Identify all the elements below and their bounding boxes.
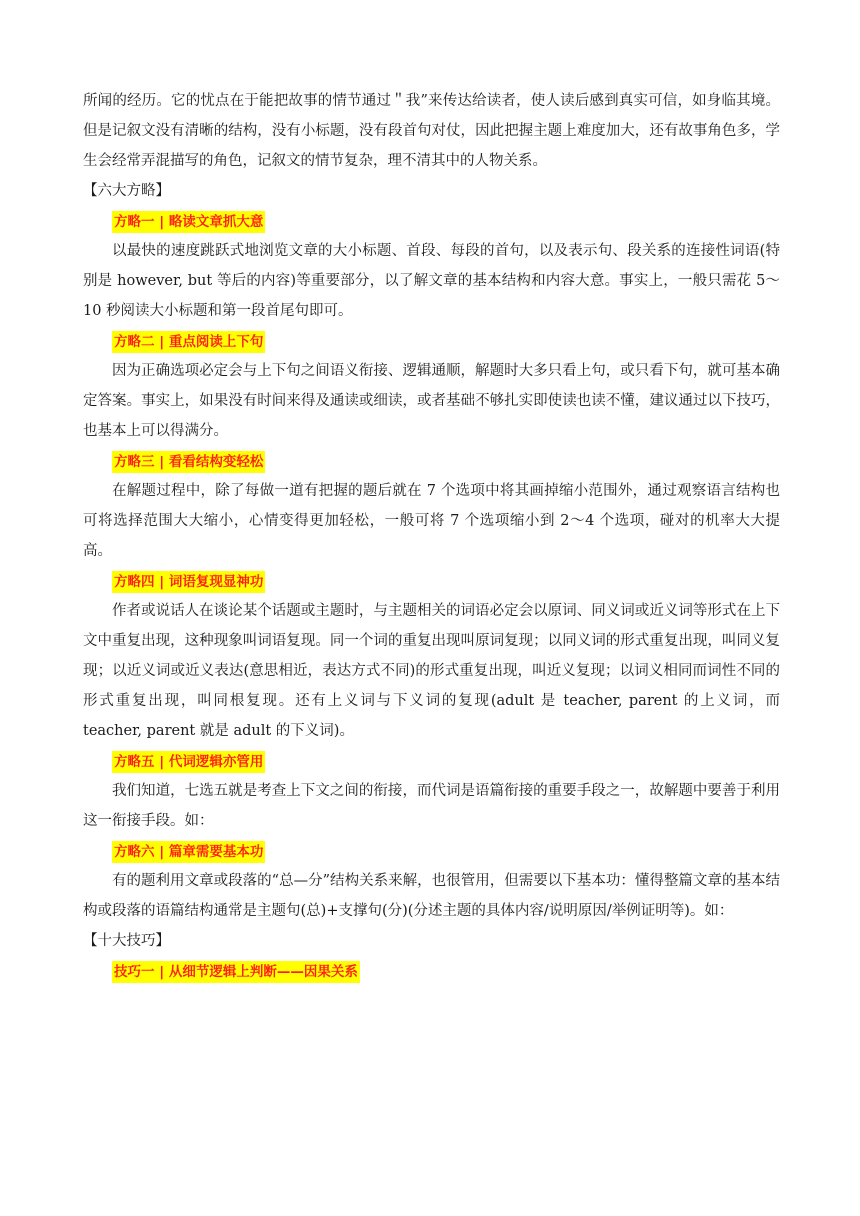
highlighted-title: 方略五 | 代词逻辑亦管用 xyxy=(112,751,265,773)
intro-paragraph: 所闻的经历。它的忧点在于能把故事的情节通过＂我”来传达给读者，使人读后感到真实可信，如身临其境。但是记叙文没有清晰的结构，没有小标题，没有段首句对仗，因此把握主题上难度加大，还有故事角色多，学生会经常弄混描写的角色，记叙文的情节复杂，理不清其中的人物关系。 xyxy=(83,93,780,169)
document-content xyxy=(83,86,780,986)
highlighted-title: 方略三 | 看看结构变轻松 xyxy=(112,451,265,473)
technique-title-1 xyxy=(112,956,780,986)
strategy-title-2 xyxy=(112,326,780,356)
highlighted-title: 方略四 | 词语复现显神功 xyxy=(112,571,265,593)
strategy-body-1: 以最快的速度跳跃式地浏览文章的大小标题、首段、每段的首句，以及表示句、段关系的连接性词语(特别是 however, but 等后的内容)等重要部分，以了解文章的基本结构和内容大意。事实上，一般只需花 5～10 秒阅读大小标题和第一段首尾句即可。 xyxy=(83,243,780,319)
strategy-title-3 xyxy=(112,446,780,476)
section-heading-strategies: 【六大方略】 xyxy=(83,183,170,199)
highlighted-title: 方略一 | 略读文章抓大意 xyxy=(112,211,265,233)
section-heading-techniques: 【十大技巧】 xyxy=(83,933,170,949)
highlighted-title: 方略六 | 篇章需要基本功 xyxy=(112,841,265,863)
highlighted-title: 方略二 | 重点阅读上下句 xyxy=(112,331,265,353)
strategy-title-4 xyxy=(112,566,780,596)
strategy-body-5: 我们知道，七选五就是考查上下文之间的衔接，而代词是语篇衔接的重要手段之一，故解题中要善于利用这一衔接手段。如： xyxy=(83,783,780,829)
strategy-body-3: 在解题过程中，除了每做一道有把握的题后就在 7 个选项中将其画掉缩小范围外，通过观察语言结构也可将选择范围大大缩小，心情变得更加轻松，一般可将 7 个选项缩小到 2～4 个选项，碰对的机率大大提高。 xyxy=(83,483,780,559)
strategy-title-5 xyxy=(112,746,780,776)
strategy-title-1 xyxy=(112,206,780,236)
strategy-body-6: 有的题利用文章或段落的“总—分”结构关系来解，也很管用，但需要以下基本功：懂得整篇文章的基本结构或段落的语篇结构通常是主题句(总)+支撑句(分)(分述主题的具体内容/说明原因/举例证明等)。如： xyxy=(83,873,780,919)
strategy-body-2: 因为正确选项必定会与上下句之间语义衔接、逻辑通顺，解题时大多只看上句，或只看下句，就可基本确定答案。事实上，如果没有时间来得及通读或细读，或者基础不够扎实即使读也读不懂，建议通过以下技巧，也基本上可以得满分。 xyxy=(83,363,780,439)
strategy-body-4: 作者或说话人在谈论某个话题或主题时，与主题相关的词语必定会以原词、同义词或近义词等形式在上下文中重复出现，这种现象叫词语复现。同一个词的重复出现叫原词复现；以同义词的形式重复出现，叫同义复现；以近义词或近义表达(意思相近，表达方式不同)的形式重复出现，叫近义复现；以词义相同而词性不同的形式重复出现，叫同根复现。还有上义词与下义词的复现(adult 是 teacher, parent 的上义词，而 teacher, parent 就是 adult 的下义词)。 xyxy=(83,603,780,739)
highlighted-title: 技巧一 | 从细节逻辑上判断——因果关系 xyxy=(112,961,360,983)
strategy-title-6 xyxy=(112,836,780,866)
